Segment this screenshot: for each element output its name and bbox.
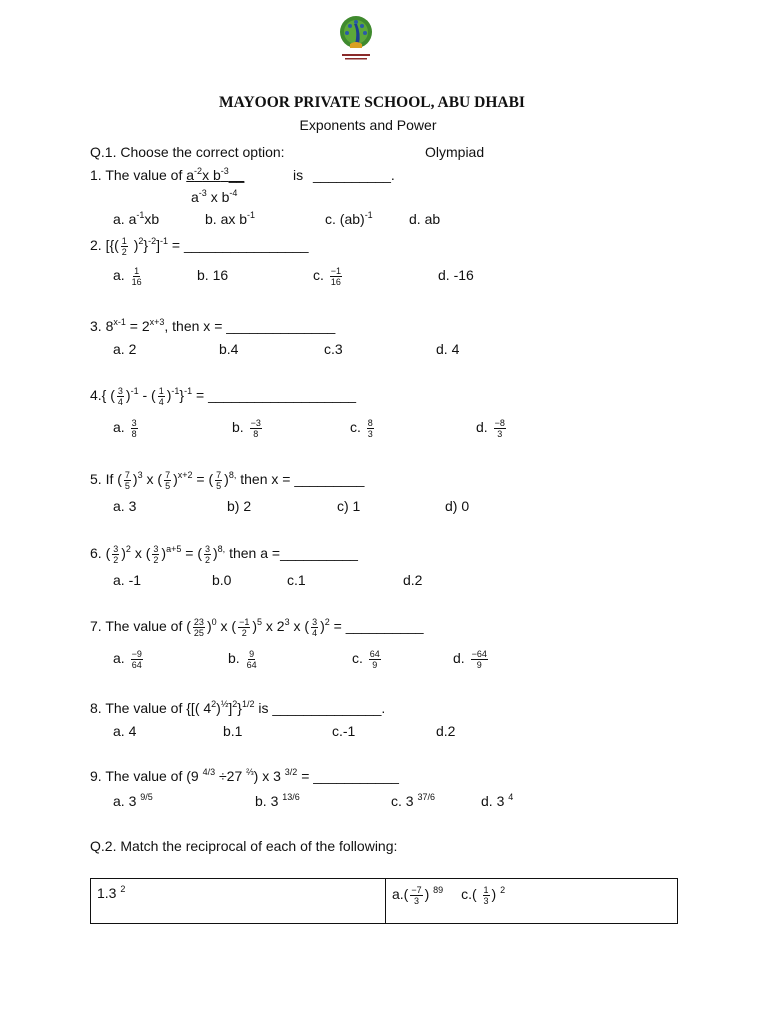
- question-6: 6. ( $\frac{3}{2}$ )$^2$ x ( $\frac{3}{2}$ )$^{a+5}$ = ( $\frac{3}{2}$ )$^{8,}$ then a =__________: [90, 544, 358, 565]
- question-7: 7. The value of ( $\frac{23}{25}$ )$^0$ x ( $\frac{-1}{2}$ )$^5$ x $2^3$ x ( $\frac{3}{4}$ )$^2$ = __________: [90, 617, 424, 638]
- q1-option-d[interactable]: d. ab: [409, 211, 441, 227]
- q7-option-a[interactable]: a. $\frac{-9}{64}$: [113, 649, 142, 670]
- q8-option-c[interactable]: c.-1: [332, 723, 356, 739]
- question-8: 8. The value of {[( $4^2)^{\frac{1}{2}}]^2\}^{1/2}$ is ______________.: [90, 699, 386, 716]
- q5-option-a[interactable]: a. 3: [113, 498, 137, 514]
- q6-option-b[interactable]: b.0: [212, 572, 232, 588]
- q4-option-b[interactable]: b. $\frac{-3}{8}$: [232, 418, 261, 439]
- q4-option-c[interactable]: c. $\frac{8}{3}$: [350, 418, 373, 439]
- q6-option-c[interactable]: c.1: [287, 572, 306, 588]
- question-9: 9. The value of (9 $^{4/3}$ ÷27 $^{\frac{2}{3}}$) x 3 $^{3/2}$ = ___________: [90, 767, 399, 784]
- q9-option-c[interactable]: c. 3 $^{37/6}$: [391, 792, 435, 809]
- q1-heading: Q.1. Choose the correct option:: [90, 144, 285, 160]
- q1-option-c[interactable]: c. (ab)$^{-1}$: [325, 210, 373, 227]
- q3-option-d[interactable]: d. 4: [436, 341, 460, 357]
- q3-option-b[interactable]: b.4: [219, 341, 239, 357]
- match-right-cell: a.( $\frac{-7}{3}$ ) $^{89}$ c.( $\frac{1}{3}$ ) $^2$: [386, 879, 678, 924]
- school-name: MAYOOR PRIVATE SCHOOL, ABU DHABI: [219, 94, 525, 111]
- q8-option-b[interactable]: b.1: [223, 723, 243, 739]
- q7-option-b[interactable]: b. $\frac{9}{64}$: [228, 649, 257, 670]
- q2-option-a[interactable]: a. $\frac{1}{16}$: [113, 266, 142, 287]
- q5-option-d[interactable]: d) 0: [445, 498, 470, 514]
- school-logo: [336, 14, 376, 66]
- q8-option-a[interactable]: a. 4: [113, 723, 137, 739]
- question-2: 2. [{( $\frac{1}{2}$ )$^2$}$^{-2}$]$^{-1}$ = ________________: [90, 236, 309, 257]
- q6-option-a[interactable]: a. -1: [113, 572, 142, 588]
- question-4: 4.{ ( $\frac{3}{4}$ )$^{-1}$ - ( $\frac{1}{4}$ )$^{-1}$}$^{-1}$ = ___________________: [90, 386, 357, 407]
- q8-option-d[interactable]: d.2: [436, 723, 456, 739]
- q9-option-b[interactable]: b. 3 $^{13/6}$: [255, 792, 300, 809]
- q3-option-a[interactable]: a. 2: [113, 341, 137, 357]
- question-3: 3. $8^{x-1} = 2^{x+3}$, then x = ______________: [90, 317, 336, 334]
- q2-heading: Q.2. Match the reciprocal of each of the following:: [90, 838, 398, 854]
- q4-option-d[interactable]: d. $\frac{-8}{3}$: [476, 418, 505, 439]
- q9-option-a[interactable]: a. 3 $^{9/5}$: [113, 792, 153, 809]
- table-row: [91, 879, 678, 924]
- q1-option-b[interactable]: b. ax $b^{-1}$: [205, 210, 256, 227]
- q1-tag: Olympiad: [425, 144, 485, 160]
- q1-option-a[interactable]: a. $a^{-1}xb$: [113, 210, 160, 227]
- q5-option-b[interactable]: b) 2: [227, 498, 252, 514]
- q6-option-d[interactable]: d.2: [403, 572, 423, 588]
- match-left-cell: 1.3 $^2$: [91, 879, 386, 924]
- q7-option-d[interactable]: d. $\frac{-64}{9}$: [453, 649, 487, 670]
- match-table: [90, 878, 678, 924]
- q3-option-c[interactable]: c.3: [324, 341, 343, 357]
- question-1: 1. The value of $a^{-2}x$ $b^{-3}\_\_$: [90, 166, 245, 183]
- question-5: 5. If ( $\frac{7}{5}$ )$^3$ x ( $\frac{7}{5}$ )$^{x+2}$ = ( $\frac{7}{5}$ )$^{8,}$ then x = _________: [90, 470, 365, 491]
- question-1-denominator: $a^{-3}$ x $b^{-4}$: [191, 188, 238, 205]
- q5-option-c[interactable]: c) 1: [337, 498, 361, 514]
- q9-option-d[interactable]: d. 3 $^4$: [481, 792, 514, 809]
- subject-title: Exponents and Power: [299, 117, 437, 133]
- q2-option-c[interactable]: c. $\frac{-1}{16}$: [313, 266, 342, 287]
- q2-option-d[interactable]: d. -16: [438, 267, 474, 283]
- q7-option-c[interactable]: c. $\frac{64}{9}$: [352, 649, 380, 670]
- q2-option-b[interactable]: b. 16: [197, 267, 229, 283]
- q4-option-a[interactable]: a. $\frac{3}{8}$: [113, 418, 137, 439]
- question-1-is: is __________.: [293, 167, 395, 183]
